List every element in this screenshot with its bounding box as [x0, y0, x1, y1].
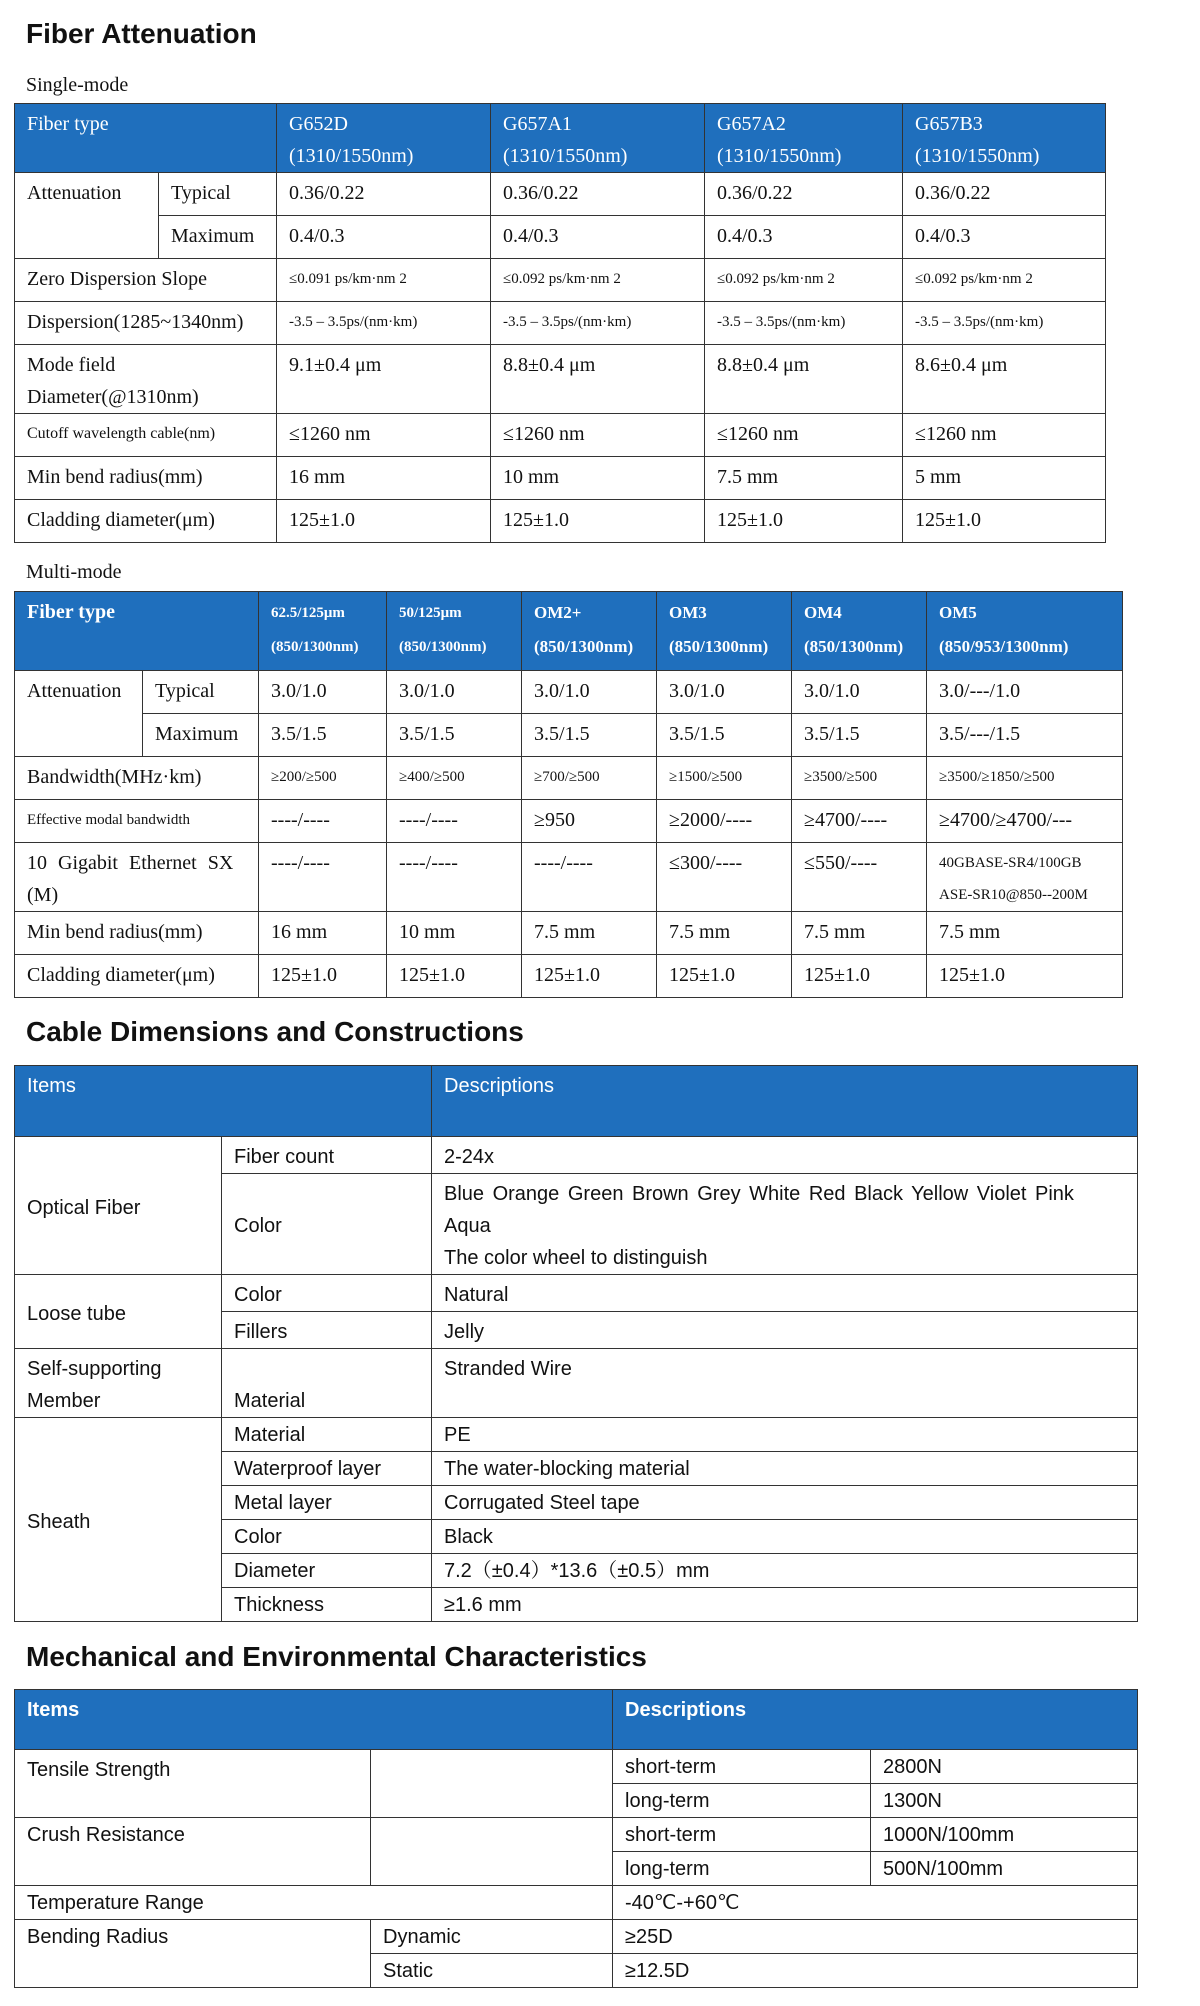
cell: 125±1.0	[491, 500, 705, 543]
header-descriptions: Descriptions	[432, 1066, 1138, 1137]
cell: 3.5/1.5	[522, 714, 657, 757]
sub-label: short-term	[613, 1750, 871, 1784]
cell: 3.0/1.0	[259, 671, 387, 714]
cell: 125±1.0	[903, 500, 1106, 543]
cell: ≥3500/≥500	[792, 757, 927, 800]
header-type: G652D (1310/1550nm)	[277, 104, 491, 173]
cell: ≤1260 nm	[705, 414, 903, 457]
cell: ≤1260 nm	[491, 414, 705, 457]
cell: 3.5/1.5	[387, 714, 522, 757]
row-label: Optical Fiber	[15, 1137, 222, 1275]
header-type: G657A2 (1310/1550nm)	[705, 104, 903, 173]
cell: ≥4700/≥4700/---	[927, 800, 1123, 843]
sub-label: Material	[222, 1349, 432, 1418]
header-items: Items	[15, 1066, 432, 1137]
table-row	[15, 1750, 1138, 1784]
table-row	[15, 1920, 1138, 1954]
cell: 3.0/1.0	[657, 671, 792, 714]
sub-label: Material	[222, 1418, 432, 1452]
cell: ≤550/----	[792, 843, 927, 912]
cell: 125±1.0	[522, 955, 657, 998]
cell: 125±1.0	[277, 500, 491, 543]
empty-cell	[371, 1750, 613, 1818]
table-header-row	[15, 1690, 1138, 1750]
row-label: Dispersion(1285~1340nm)	[15, 302, 277, 345]
cell: Blue Orange Green Brown Grey White Red Black Yellow Violet Pink Aqua The color wheel to distinguish	[432, 1174, 1138, 1275]
row-label: Cutoff wavelength cable(nm)	[15, 414, 277, 457]
cell: 7.5 mm	[792, 912, 927, 955]
cell: -3.5 – 3.5ps/(nm·km)	[705, 302, 903, 345]
header-fiber-type: Fiber type	[15, 104, 277, 173]
cell: 7.5 mm	[522, 912, 657, 955]
table-row	[15, 843, 1123, 912]
cell: ----/----	[259, 800, 387, 843]
table-header-row	[15, 104, 1106, 173]
cell: 3.5/1.5	[792, 714, 927, 757]
header-type: G657A1 (1310/1550nm)	[491, 104, 705, 173]
table-row	[15, 757, 1123, 800]
table-row	[15, 345, 1106, 414]
sub-label: Thickness	[222, 1588, 432, 1622]
row-label: Tensile Strength	[15, 1750, 371, 1818]
cell: -3.5 – 3.5ps/(nm·km)	[491, 302, 705, 345]
cell: ≥1500/≥500	[657, 757, 792, 800]
sub-label: Waterproof layer	[222, 1452, 432, 1486]
table-row	[15, 955, 1123, 998]
cell: 16 mm	[277, 457, 491, 500]
cell: 3.0/---/1.0	[927, 671, 1123, 714]
cell: The water-blocking material	[432, 1452, 1138, 1486]
cable-dimensions-title: Cable Dimensions and Constructions	[26, 1016, 524, 1047]
cell: ≥3500/≥1850/≥500	[927, 757, 1123, 800]
cell: 1300N	[871, 1784, 1138, 1818]
cell: 125±1.0	[927, 955, 1123, 998]
cell: ≥950	[522, 800, 657, 843]
row-label: Min bend radius(mm)	[15, 457, 277, 500]
cell: 0.36/0.22	[903, 173, 1106, 216]
sub-label: Maximum	[159, 216, 277, 259]
sub-label: long-term	[613, 1784, 871, 1818]
header-type: OM5 (850/953/1300nm)	[927, 592, 1123, 671]
cell: 0.4/0.3	[491, 216, 705, 259]
sub-label: long-term	[613, 1852, 871, 1886]
sub-label: Typical	[159, 173, 277, 216]
cell: ≥4700/----	[792, 800, 927, 843]
sub-label: Color	[222, 1174, 432, 1275]
cell: 0.4/0.3	[705, 216, 903, 259]
cell: ≥200/≥500	[259, 757, 387, 800]
header-fiber-type: Fiber type	[15, 592, 259, 671]
cell: 7.2（±0.4）*13.6（±0.5）mm	[432, 1554, 1138, 1588]
header-type: 50/125μm (850/1300nm)	[387, 592, 522, 671]
row-label: 10 Gigabit Ethernet SX (M)	[15, 843, 259, 912]
row-label: Bandwidth(MHz·km)	[15, 757, 259, 800]
mechanical-title: Mechanical and Environmental Characteristics	[26, 1641, 647, 1672]
cell: 40GBASE-SR4/100GB ASE-SR10@850--200M	[927, 843, 1123, 912]
cell: 10 mm	[491, 457, 705, 500]
cell: 0.36/0.22	[277, 173, 491, 216]
cell: Stranded Wire	[432, 1349, 1138, 1418]
cell: Black	[432, 1520, 1138, 1554]
cell: ≥700/≥500	[522, 757, 657, 800]
header-type: 62.5/125μm (850/1300nm)	[259, 592, 387, 671]
cell: 125±1.0	[387, 955, 522, 998]
cell: ≤0.091 ps/km·nm 2	[277, 259, 491, 302]
sub-label: Diameter	[222, 1554, 432, 1588]
cell: 3.5/1.5	[657, 714, 792, 757]
table-row	[15, 912, 1123, 955]
cell: ≥25D	[613, 1920, 1138, 1954]
single-mode-table	[14, 103, 1106, 543]
cell: 125±1.0	[705, 500, 903, 543]
cell: 5 mm	[903, 457, 1106, 500]
sub-label: Maximum	[143, 714, 259, 757]
cell: ≥12.5D	[613, 1954, 1138, 1988]
table-row	[15, 1275, 1138, 1312]
sub-label: short-term	[613, 1818, 871, 1852]
table-row	[15, 216, 1106, 259]
cell: Corrugated Steel tape	[432, 1486, 1138, 1520]
table-row	[15, 1418, 1138, 1452]
cell: ----/----	[259, 843, 387, 912]
table-header-row	[15, 1066, 1138, 1137]
header-type: OM2+ (850/1300nm)	[522, 592, 657, 671]
cell: 3.0/1.0	[522, 671, 657, 714]
table-row	[15, 714, 1123, 757]
table-row	[15, 302, 1106, 345]
row-label: Bending Radius	[15, 1920, 371, 1988]
cable-table	[14, 1065, 1138, 1622]
header-descriptions: Descriptions	[613, 1690, 1138, 1750]
sub-label: Fiber count	[222, 1137, 432, 1174]
cell: 1000N/100mm	[871, 1818, 1138, 1852]
cell: -3.5 – 3.5ps/(nm·km)	[277, 302, 491, 345]
sub-label: Dynamic	[371, 1920, 613, 1954]
cell: ≥400/≥500	[387, 757, 522, 800]
row-label: Sheath	[15, 1418, 222, 1622]
sub-label: Fillers	[222, 1312, 432, 1349]
table-row	[15, 800, 1123, 843]
cell: 8.6±0.4 μm	[903, 345, 1106, 414]
cell: 0.36/0.22	[491, 173, 705, 216]
cell: 7.5 mm	[705, 457, 903, 500]
mechanical-table	[14, 1689, 1138, 1988]
row-label: Crush Resistance	[15, 1818, 371, 1886]
table-row	[15, 1886, 1138, 1920]
cell: 500N/100mm	[871, 1852, 1138, 1886]
row-label: Cladding diameter(μm)	[15, 500, 277, 543]
cell: 125±1.0	[259, 955, 387, 998]
multi-mode-label: Multi-mode	[26, 561, 122, 583]
cell: ----/----	[522, 843, 657, 912]
table-row	[15, 1137, 1138, 1174]
cell: ≤0.092 ps/km·nm 2	[491, 259, 705, 302]
cell: 9.1±0.4 μm	[277, 345, 491, 414]
row-label: Zero Dispersion Slope	[15, 259, 277, 302]
sub-label: Color	[222, 1520, 432, 1554]
table-row	[15, 173, 1106, 216]
single-mode-label: Single-mode	[26, 74, 129, 96]
cell: PE	[432, 1418, 1138, 1452]
multi-mode-table	[14, 591, 1123, 998]
cell: 125±1.0	[657, 955, 792, 998]
row-label: Self-supporting Member	[15, 1349, 222, 1418]
sub-label: Color	[222, 1275, 432, 1312]
row-label: Min bend radius(mm)	[15, 912, 259, 955]
cell: ≤1260 nm	[277, 414, 491, 457]
header-items: Items	[15, 1690, 613, 1750]
cell: 125±1.0	[792, 955, 927, 998]
sub-label: Metal layer	[222, 1486, 432, 1520]
cell: Natural	[432, 1275, 1138, 1312]
cell: ≤0.092 ps/km·nm 2	[705, 259, 903, 302]
header-type: OM4 (850/1300nm)	[792, 592, 927, 671]
cell: 0.4/0.3	[277, 216, 491, 259]
row-label: Attenuation	[15, 173, 159, 259]
row-label: Mode field Diameter(@1310nm)	[15, 345, 277, 414]
table-row	[15, 259, 1106, 302]
cell: -40℃-+60℃	[613, 1886, 1138, 1920]
cell: 7.5 mm	[927, 912, 1123, 955]
header-type: G657B3 (1310/1550nm)	[903, 104, 1106, 173]
row-label: Attenuation	[15, 671, 143, 757]
cell: 16 mm	[259, 912, 387, 955]
cell: 2-24x	[432, 1137, 1138, 1174]
cell: ----/----	[387, 800, 522, 843]
cell: 8.8±0.4 μm	[491, 345, 705, 414]
row-label: Loose tube	[15, 1275, 222, 1349]
cell: 3.0/1.0	[792, 671, 927, 714]
table-row	[15, 457, 1106, 500]
table-row	[15, 1349, 1138, 1418]
sub-label: Static	[371, 1954, 613, 1988]
cell: Jelly	[432, 1312, 1138, 1349]
cell: 3.5/---/1.5	[927, 714, 1123, 757]
sub-label: Typical	[143, 671, 259, 714]
row-label: Effective modal bandwidth	[15, 800, 259, 843]
cell: 10 mm	[387, 912, 522, 955]
cell: -3.5 – 3.5ps/(nm·km)	[903, 302, 1106, 345]
table-row	[15, 414, 1106, 457]
table-header-row	[15, 592, 1123, 671]
cell: ≥1.6 mm	[432, 1588, 1138, 1622]
cell: 0.36/0.22	[705, 173, 903, 216]
cell: ≤1260 nm	[903, 414, 1106, 457]
cell: 7.5 mm	[657, 912, 792, 955]
cell: 3.0/1.0	[387, 671, 522, 714]
table-row	[15, 500, 1106, 543]
cell: 8.8±0.4 μm	[705, 345, 903, 414]
cell: 2800N	[871, 1750, 1138, 1784]
cell: ≥2000/----	[657, 800, 792, 843]
table-row	[15, 1818, 1138, 1852]
cell: ----/----	[387, 843, 522, 912]
cell: 3.5/1.5	[259, 714, 387, 757]
cell: ≤0.092 ps/km·nm 2	[903, 259, 1106, 302]
row-label: Temperature Range	[15, 1886, 613, 1920]
row-label: Cladding diameter(μm)	[15, 955, 259, 998]
cell: 0.4/0.3	[903, 216, 1106, 259]
empty-cell	[371, 1818, 613, 1886]
fiber-attenuation-title: Fiber Attenuation	[26, 18, 257, 49]
header-type: OM3 (850/1300nm)	[657, 592, 792, 671]
cell: ≤300/----	[657, 843, 792, 912]
table-row	[15, 671, 1123, 714]
